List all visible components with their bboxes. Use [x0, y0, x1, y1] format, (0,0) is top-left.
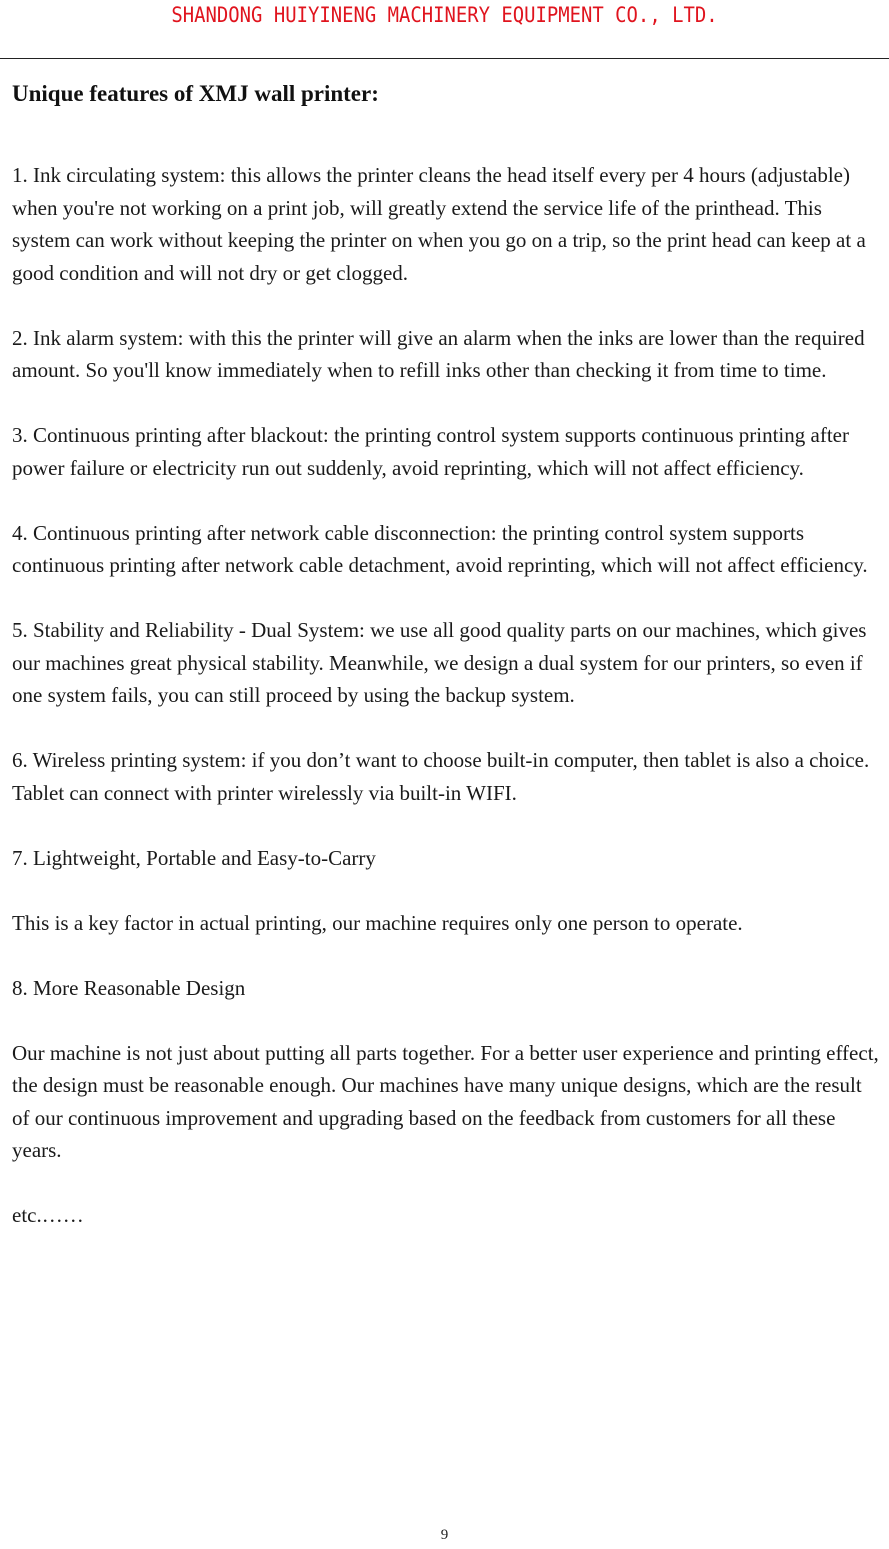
- page-number: 9: [440, 1527, 449, 1543]
- section-title: Unique features of XMJ wall printer:: [12, 81, 379, 106]
- feature-design-heading: 8. More Reasonable Design: [12, 975, 246, 1000]
- feature-dual-system: 5. Stability and Reliability - Dual System: we use all good quality parts on our machines, which gives our machines great physical stability. Meanwhile, we design a dual system for our printers, so even if one system fails, you can still proceed by using the backup system.: [12, 618, 867, 707]
- company-header: SHANDONG HUIYINENG MACHINERY EQUIPMENT CO., LTD.: [171, 3, 718, 27]
- feature-ink-circulating: 1. Ink circulating system: this allows the printer cleans the head itself every per 4 hours (adjustable) when you're not working on a print job, will greatly extend the service life of the printhead. This system can work without keeping the printer on when you go on a trip, so the print head can keep at a good condition and will not dry or get clogged.: [12, 163, 866, 285]
- feature-blackout-printing: 3. Continuous printing after blackout: the printing control system supports continuous printing after power failure or electricity run out suddenly, avoid reprinting, which will not affect efficiency.: [12, 423, 849, 480]
- feature-lightweight-heading: 7. Lightweight, Portable and Easy-to-Carry: [12, 845, 376, 870]
- feature-network-printing: 4. Continuous printing after network cable disconnection: the printing control system supports continuous printing after network cable detachment, avoid reprinting, which will not affect efficiency.: [12, 520, 868, 577]
- feature-design-description: Our machine is not just about putting all parts together. For a better user experience and printing effect, the design must be reasonable enough. Our machines have many unique designs, which are the result of our continuous improvement and upgrading based on the feedback from customers for all these years.: [12, 1040, 879, 1162]
- feature-wireless-printing: 6. Wireless printing system: if you don’t want to choose built-in computer, then tablet is also a choice. Tablet can connect with printer wirelessly via built-in WIFI.: [12, 748, 870, 805]
- feature-ink-alarm: 2. Ink alarm system: with this the printer will give an alarm when the inks are lower than the required amount. So you'll know immediately when to refill inks other than checking it from time to time.: [12, 325, 865, 382]
- feature-lightweight-description: This is a key factor in actual printing, our machine requires only one person to operate.: [12, 910, 743, 935]
- etc-text: etc.……: [12, 1203, 84, 1227]
- document-body: [12, 78, 884, 1232]
- header-divider: [0, 58, 889, 59]
